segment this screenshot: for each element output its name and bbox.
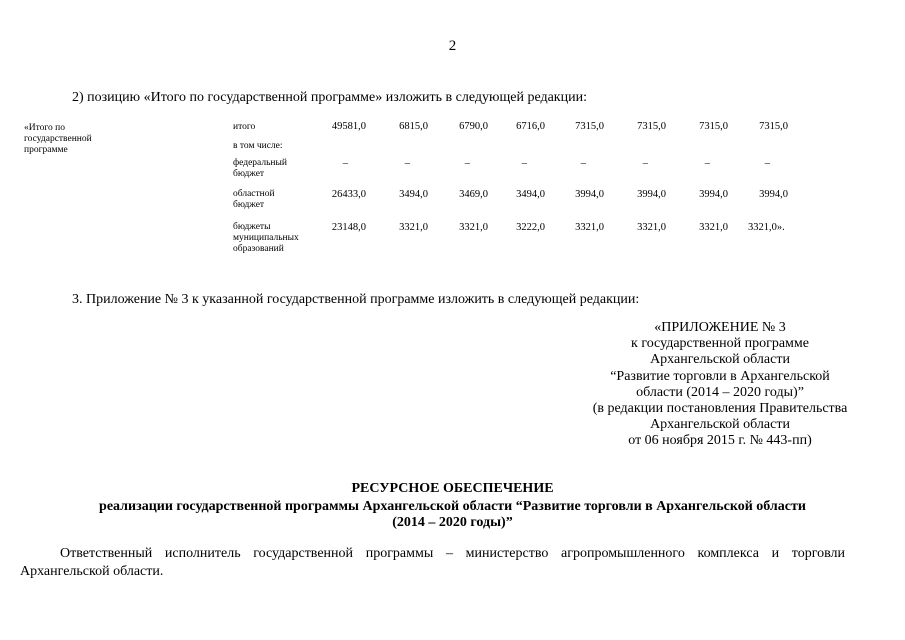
cell-regional-2014: 3494,0 <box>399 189 428 200</box>
cell-federal-2017: – <box>580 158 586 169</box>
appendix-line: Архангельской области <box>650 417 790 433</box>
cell-regional-2018: 3994,0 <box>637 189 666 200</box>
cell-regional-2015: 3469,0 <box>459 189 488 200</box>
item-2-text: 2) позицию «Итого по государственной программе» изложить в следующей редакции: <box>72 90 587 105</box>
cell-municipal-sum: 23148,0 <box>331 222 366 233</box>
appendix-line: (в редакции постановления Правительства <box>592 401 848 417</box>
cell-municipal-2016: 3222,0 <box>516 222 545 233</box>
cell-municipal-2018: 3321,0 <box>637 222 666 233</box>
section-subheading-years: (2014 – 2020 годы)” <box>392 515 513 530</box>
cell-federal-2019: – <box>704 158 710 169</box>
section-subheading: реализации государственной программы Архангельской области “Развитие торговли в Архангельской области <box>99 499 806 514</box>
cell-municipal-2019: 3321,0 <box>699 222 728 233</box>
cell-municipal-2015: 3321,0 <box>459 222 488 233</box>
item-3-text: 3. Приложение № 3 к указанной государственной программе изложить в следующей редакции: <box>72 292 640 307</box>
responsible-executor-paragraph: Ответственный исполнитель государственной программы – министерство агропромышленного комплекса и торговли Архангельской области. <box>20 546 845 579</box>
cell-total-2015: 6790,0 <box>459 121 488 132</box>
cell-municipal-2014: 3321,0 <box>399 222 428 233</box>
appendix-line: к государственной программе <box>631 336 809 352</box>
cell-regional-2019: 3994,0 <box>699 189 728 200</box>
cell-federal-2015: – <box>464 158 470 169</box>
cell-federal-2014: – <box>404 158 410 169</box>
table-program-label: «Итого по государственной программе <box>24 123 92 155</box>
cell-regional-2020: 3994,0 <box>759 189 788 200</box>
appendix-line: от 06 ноября 2015 г. № 443-пп) <box>628 433 812 449</box>
cell-total-2018: 7315,0 <box>637 121 666 132</box>
page-number: 2 <box>448 38 457 54</box>
appendix-line: Архангельской области <box>650 352 790 368</box>
row-label-total: итого <box>233 122 256 132</box>
cell-federal-2016: – <box>521 158 527 169</box>
cell-municipal-2020: 3321,0». <box>748 222 785 233</box>
cell-total-2016: 6716,0 <box>516 121 545 132</box>
cell-total-2019: 7315,0 <box>699 121 728 132</box>
appendix-line: “Развитие торговли в Архангельской <box>610 368 830 384</box>
row-label-federal: федеральный бюджет <box>233 158 287 179</box>
appendix-line: «ПРИЛОЖЕНИЕ № 3 <box>654 320 786 335</box>
cell-municipal-2017: 3321,0 <box>575 222 604 233</box>
appendix-line: области (2014 – 2020 годы)” <box>636 384 804 400</box>
row-label-including: в том числе: <box>233 141 283 151</box>
section-heading: РЕСУРСНОЕ ОБЕСПЕЧЕНИЕ <box>351 481 554 496</box>
cell-total-2017: 7315,0 <box>575 121 604 132</box>
cell-regional-2016: 3494,0 <box>516 189 545 200</box>
cell-federal-2020: – <box>764 158 770 169</box>
cell-total-2014: 6815,0 <box>399 121 428 132</box>
cell-regional-sum: 26433,0 <box>331 189 366 200</box>
cell-regional-2017: 3994,0 <box>575 189 604 200</box>
appendix-header <box>560 320 880 450</box>
row-label-municipal: бюджеты муниципальных образований <box>233 222 299 254</box>
cell-federal-2018: – <box>642 158 648 169</box>
cell-total-2020: 7315,0 <box>759 121 788 132</box>
cell-total-sum: 49581,0 <box>331 121 366 132</box>
cell-federal-sum: – <box>342 158 348 169</box>
row-label-regional: областной бюджет <box>233 189 275 210</box>
